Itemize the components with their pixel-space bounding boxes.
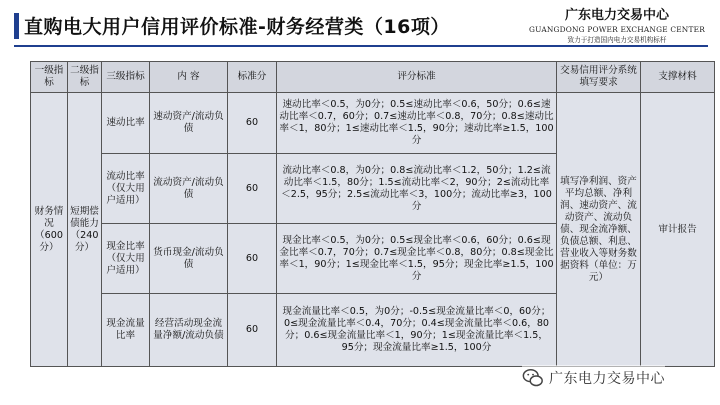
- content-cell: 速动资产/流动负债: [150, 93, 228, 154]
- logo-slogan: 致力于打造国内电力交易机构标杆: [567, 36, 667, 44]
- header-cell: 支撑材料: [641, 62, 715, 93]
- score-cell: 60: [228, 224, 277, 294]
- level3-indicator-cell: 现金流量比率: [102, 294, 150, 367]
- level3-indicator-cell: 流动比率（仅大用户适用）: [102, 154, 150, 224]
- score-cell: 60: [228, 93, 277, 154]
- scoring-standard-cell: 流动比率＜0.8，为0分；0.8≤流动比率＜1.2，50分；1.2≤流动比率＜1.5，80分；1.5≤流动比率＜2，90分；2≤流动比率＜2.5，95分；2.5≤流动比率＜3，100分；流动比率≥3，100分: [277, 154, 557, 224]
- title-accent-bar: [14, 13, 19, 39]
- wechat-icon: [522, 367, 544, 389]
- table-row: [31, 93, 715, 154]
- header-cell: 一级指标: [31, 62, 68, 93]
- credit-evaluation-table: [30, 61, 715, 367]
- level2-indicator-cell: 短期偿债能力（240分）: [68, 93, 102, 367]
- logo-chinese-name: 广东电力交易中心: [564, 8, 669, 23]
- header-cell: 三级指标: [102, 62, 150, 93]
- header-cell: 交易信用评分系统填写要求: [557, 62, 641, 93]
- header-cell: 评分标准: [277, 62, 557, 93]
- level3-indicator-cell: 速动比率: [102, 93, 150, 154]
- support-material-cell: 审计报告: [641, 93, 715, 367]
- table-header-row: [31, 62, 715, 93]
- scoring-standard-cell: 现金流量比率＜0.5，为0分；-0.5≤现金流量比率＜0，60分；0≤现金流量比率＜0.4，70分；0.4≤现金流量比率＜0.6，80分；0.6≤现金流量比率＜1，90分；1≤现金流量比率＜1.5，95分；现金流量比率≥1.5，100分: [277, 294, 557, 367]
- title-divider: [14, 45, 708, 47]
- score-cell: 60: [228, 154, 277, 224]
- header-cell: 标准分: [228, 62, 277, 93]
- content-cell: 流动资产/流动负债: [150, 154, 228, 224]
- system-requirement-cell: 填写净利润、资产平均总额、净利润、速动资产、流动资产、流动负债、现金流净额、负债总额、利息、营业收入等财务数据资料（单位：万元）: [557, 93, 641, 367]
- watermark-text: 广东电力交易中心: [549, 371, 665, 387]
- level1-indicator-cell: 财务情况（600分）: [31, 93, 68, 367]
- logo-english-name: GUANGDONG POWER EXCHANGE CENTER: [529, 25, 705, 34]
- scoring-standard-cell: 现金比率＜0.5，为0分；0.5≤现金比率＜0.6，60分；0.6≤现金比率＜0.7，70分；0.7≤现金比率＜0.8，80分；0.8≤现金比率＜1，90分；1≤现金比率＜1.5，95分；现金比率≥1.5，100分: [277, 224, 557, 294]
- score-cell: 60: [228, 294, 277, 367]
- company-logo: [522, 8, 712, 45]
- content-cell: 货币现金/流动负债: [150, 224, 228, 294]
- header-cell: 内 容: [150, 62, 228, 93]
- slide-title: 直购电大用户信用评价标准-财务经营类（16项）: [24, 16, 450, 38]
- wechat-watermark: [522, 365, 665, 391]
- level3-indicator-cell: 现金比率（仅大用户适用）: [102, 224, 150, 294]
- header-cell: 二级指标: [68, 62, 102, 93]
- scoring-standard-cell: 速动比率＜0.5，为0分；0.5≤速动比率＜0.6，50分；0.6≤速动比率＜0.7，60分；0.7≤速动比率＜0.8，70分；0.8≤速动比率＜1，80分；1≤速动比率＜1.5，90分；速动比率≥1.5，100分: [277, 93, 557, 154]
- content-cell: 经营活动现金流量净额/流动负债: [150, 294, 228, 367]
